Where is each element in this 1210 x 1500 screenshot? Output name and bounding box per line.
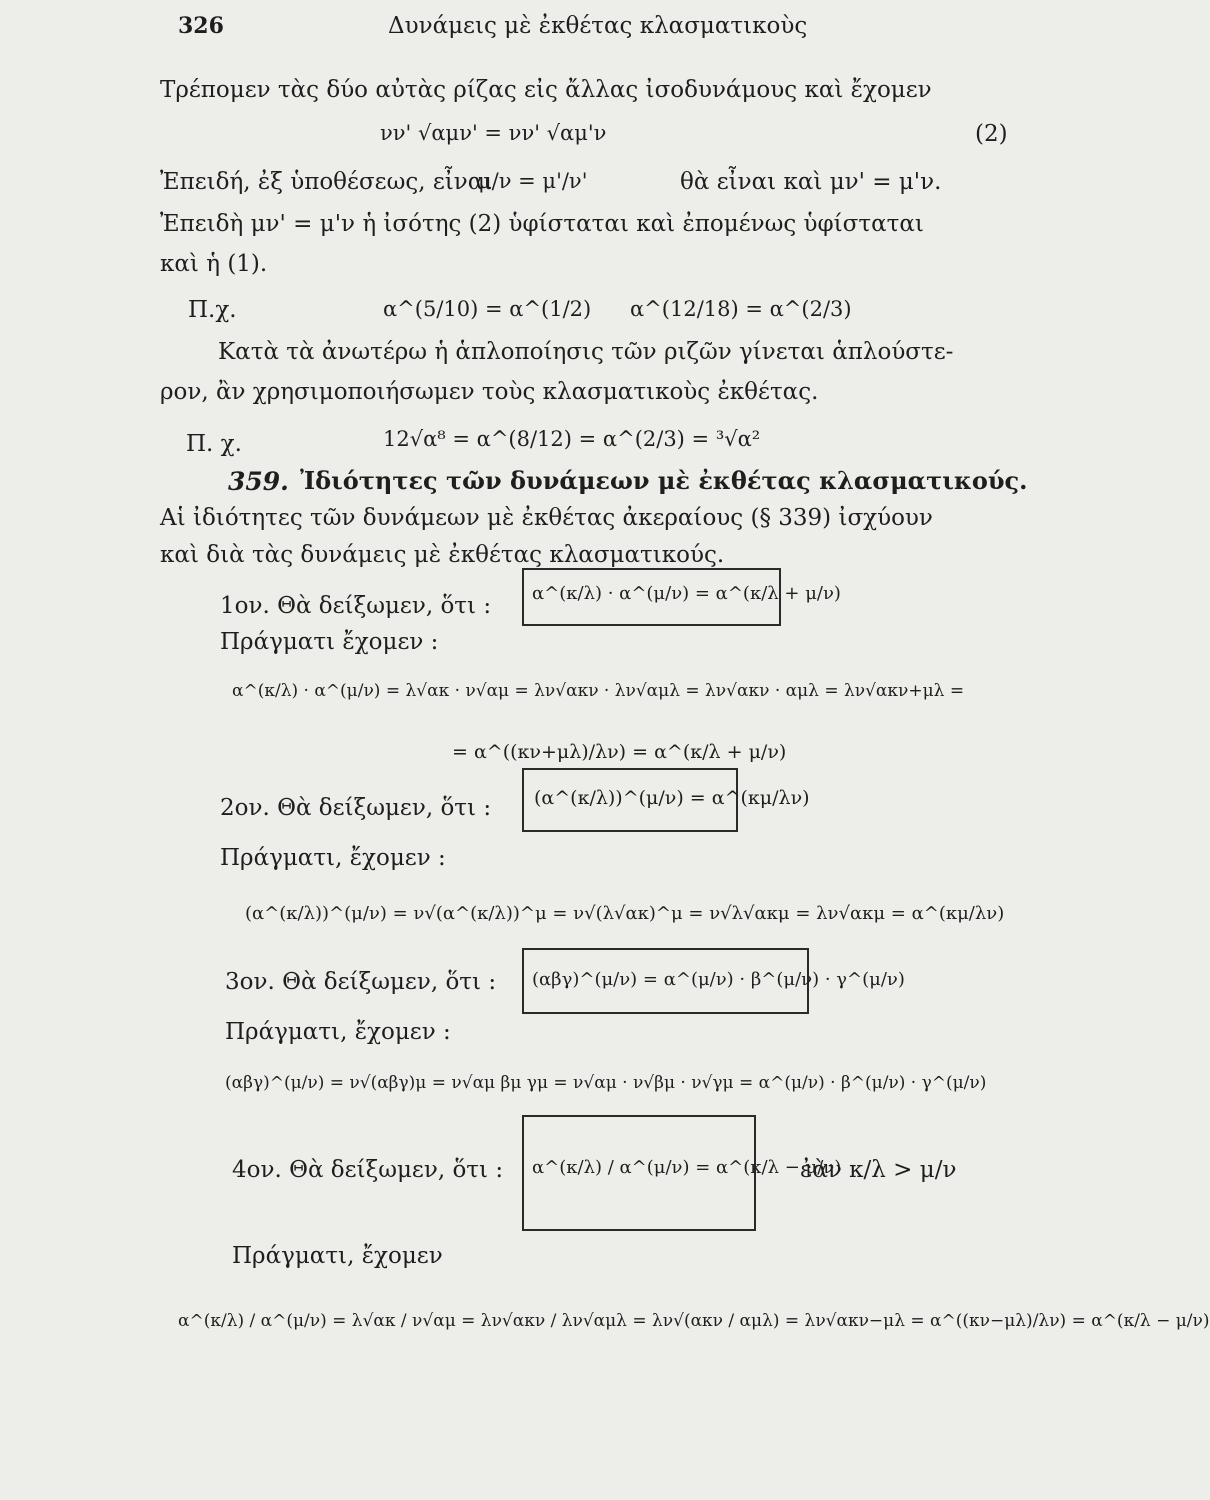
section-number: 359. (228, 467, 289, 496)
property-1-formula: α^(κ/λ) · α^(μ/ν) = α^(κ/λ + μ/ν) (532, 583, 841, 604)
text-line-3: Ἐπειδὴ μν' = μ'ν ἡ ἰσότης (2) ὑφίσταται καὶ ἐπομένως ὑφίσταται (160, 211, 924, 237)
property-2-proof-label: Πράγματι, ἔχομεν : (220, 845, 446, 871)
example-2-label: Π. χ. (186, 431, 242, 457)
property-2-proof-line-1: (α^(κ/λ))^(μ/ν) = ν√(α^(κ/λ))^μ = ν√(λ√ακ)^μ = ν√λ√ακμ = λν√ακμ = α^(κμ/λν) (245, 903, 1005, 924)
property-3-proof-line-1: (αβγ)^(μ/ν) = ν√(αβγ)μ = ν√αμ βμ γμ = ν√αμ · ν√βμ · ν√γμ = α^(μ/ν) · β^(μ/ν) · γ^(μ/ν) (225, 1073, 987, 1093)
property-1-proof-line-1: α^(κ/λ) · α^(μ/ν) = λ√ακ · ν√αμ = λν√ακν · λν√αμλ = λν√ακν · αμλ = λν√ακν+μλ = (232, 681, 965, 701)
text-line-2-equation: μ/ν = μ'/ν' (478, 169, 588, 193)
text-line-2b: θὰ εἶναι καὶ μν' = μ'ν. (680, 169, 942, 195)
property-4-proof-label: Πράγματι, ἔχομεν (232, 1243, 443, 1269)
property-1-proof-label: Πράγματι ἔχομεν : (220, 629, 439, 655)
running-title: Δυνάμεις μὲ ἐκθέτας κλασματικοὺς (388, 13, 808, 39)
text-line-6: ρον, ἂν χρησιμοποιήσωμεν τοὺς κλασματικοὺς ἐκθέτας. (160, 379, 819, 405)
example-2: 12√α⁸ = α^(8/12) = α^(2/3) = ³√α² (383, 427, 761, 451)
property-3-label: 3ον. Θὰ δείξωμεν, ὅτι : (225, 969, 497, 995)
property-2-label: 2ον. Θὰ δείξωμεν, ὅτι : (220, 795, 492, 821)
property-3-formula: (αβγ)^(μ/ν) = α^(μ/ν) · β^(μ/ν) · γ^(μ/ν) (532, 969, 905, 990)
property-4-formula: α^(κ/λ) / α^(μ/ν) = α^(κ/λ − μ/ν) (532, 1157, 842, 1178)
property-4-label: 4ον. Θὰ δείξωμεν, ὅτι : (232, 1157, 504, 1183)
property-4-proof-line-1: α^(κ/λ) / α^(μ/ν) = λ√ακ / ν√αμ = λν√ακν / λν√αμλ = λν√(ακν / αμλ) = λν√ακν−μλ = α^((κν−μλ)/λν) = α^(κ/λ − μ/ν) (178, 1311, 1210, 1331)
example-1-a: α^(5/10) = α^(1/2) (383, 297, 592, 321)
property-1-proof-line-2: = α^((κν+μλ)/λν) = α^(κ/λ + μ/ν) (452, 741, 787, 763)
property-1-label: 1ον. Θὰ δείξωμεν, ὅτι : (220, 593, 492, 619)
text-line-2a: Ἐπειδή, ἐξ ὑποθέσεως, εἶναι (160, 169, 493, 195)
text-line-8: καὶ διὰ τὰς δυνάμεις μὲ ἐκθέτας κλασματικούς. (160, 542, 725, 568)
text-line-5: Κατὰ τὰ ἀνωτέρω ἡ ἁπλοποίησις τῶν ριζῶν γίνεται ἁπλούστε- (218, 339, 954, 365)
property-3-proof-label: Πράγματι, ἔχομεν : (225, 1019, 451, 1045)
text-line-1: Τρέπομεν τὰς δύο αὐτὰς ρίζας εἰς ἄλλας ἰσοδυνάμους καὶ ἔχομεν (160, 77, 932, 103)
example-1-label: Π.χ. (188, 297, 237, 323)
equation-2: νν' √αμν' = νν' √αμ'ν (380, 121, 607, 145)
text-line-4: καὶ ἡ (1). (160, 251, 268, 277)
page-number: 326 (178, 13, 224, 39)
property-4-condition: ἐὰν κ/λ > μ/ν (800, 1157, 957, 1183)
example-1-b: α^(12/18) = α^(2/3) (630, 297, 852, 321)
equation-2-label: (2) (975, 121, 1008, 147)
text-line-7: Αἱ ἰδιότητες τῶν δυνάμεων μὲ ἐκθέτας ἀκεραίους (§ 339) ἰσχύουν (160, 505, 933, 531)
section-title: Ἰδιότητες τῶν δυνάμεων μὲ ἐκθέτας κλασματικούς. (300, 466, 1028, 495)
property-2-formula: (α^(κ/λ))^(μ/ν) = α^(κμ/λν) (534, 787, 810, 809)
